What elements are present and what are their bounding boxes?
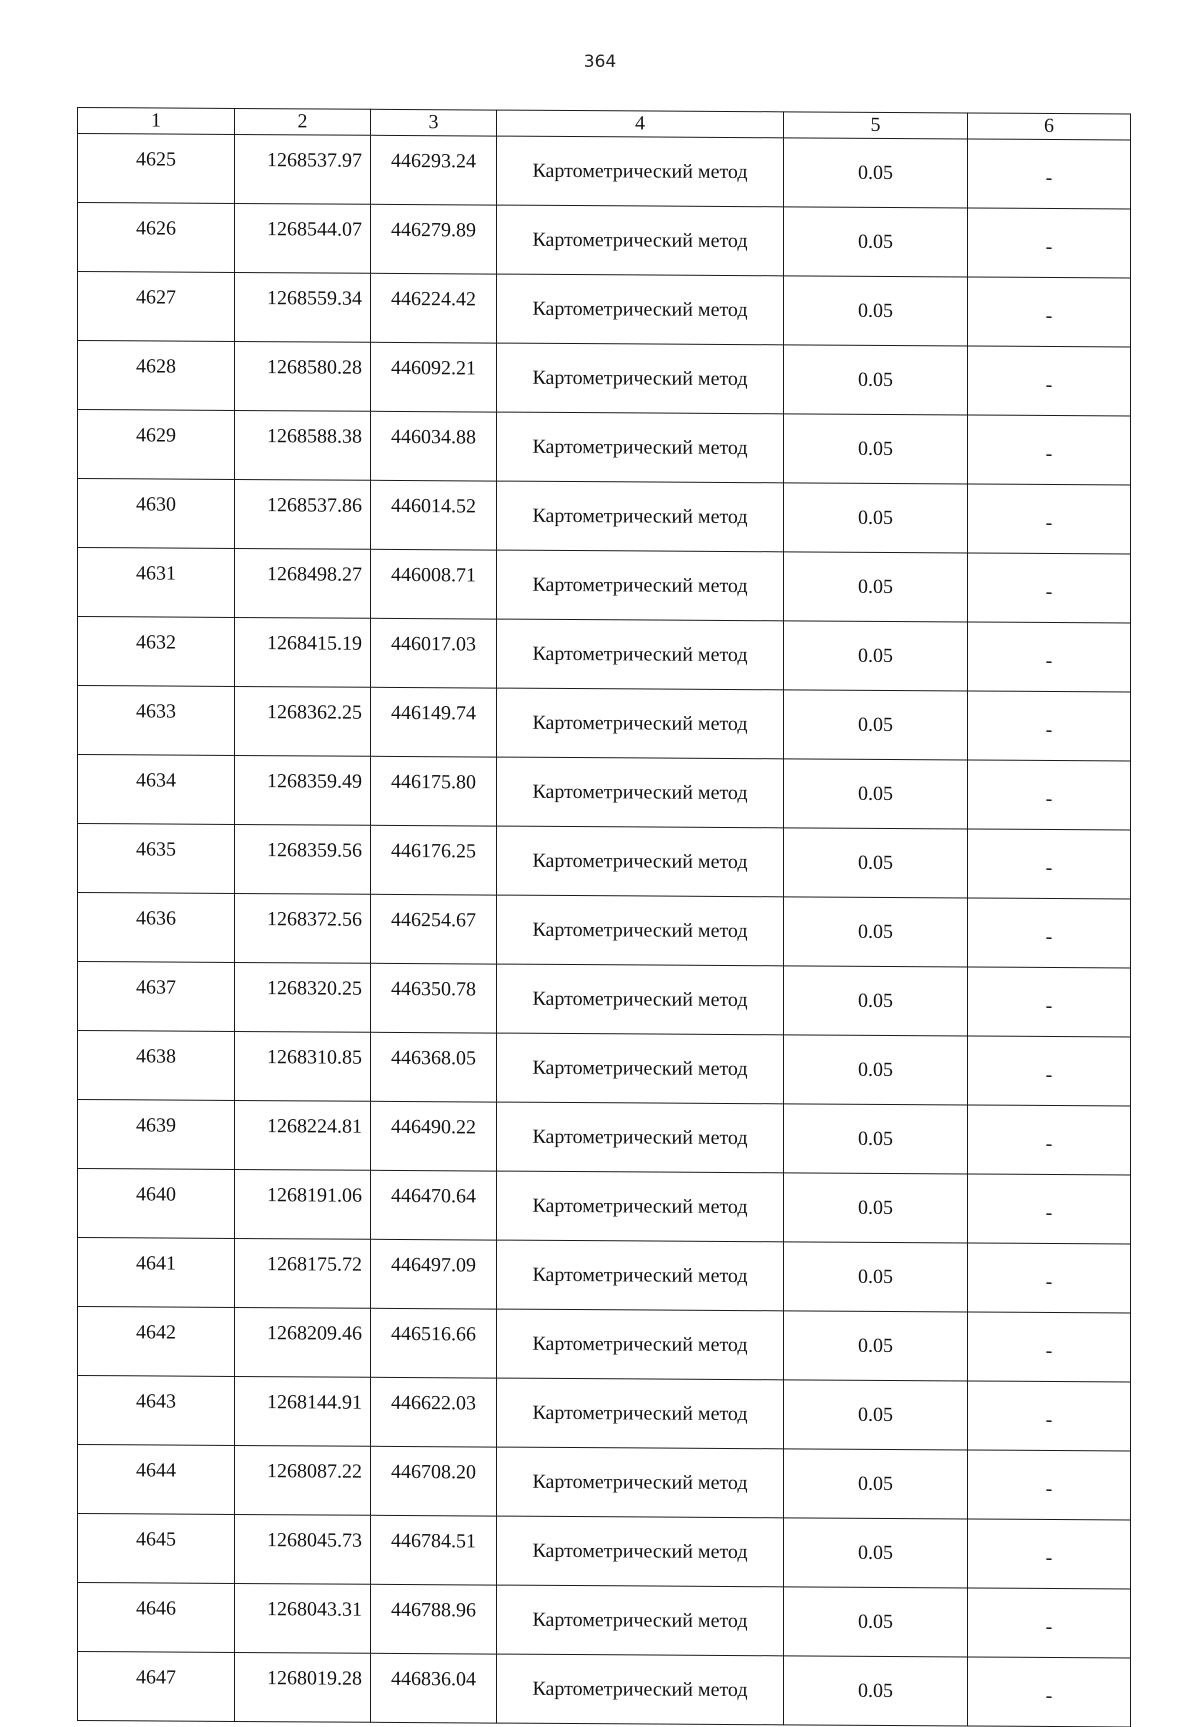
- point-number-cell: 4643: [78, 1376, 235, 1446]
- note-cell: -: [968, 760, 1131, 830]
- accuracy-cell: 0.05: [784, 1311, 968, 1381]
- note-cell: -: [968, 691, 1131, 761]
- accuracy-cell: 0.05: [784, 690, 968, 760]
- table-row: [78, 893, 1131, 968]
- table-body: [78, 134, 1131, 1727]
- coordinate-x-cell: 1268362.25: [235, 686, 371, 756]
- point-number-cell: 4639: [78, 1100, 235, 1170]
- coordinate-x-cell: 1268415.19: [235, 617, 371, 687]
- coordinate-y-cell: 446017.03: [371, 618, 497, 688]
- table-row: [78, 755, 1131, 830]
- coordinate-y-cell: 446516.66: [371, 1308, 497, 1378]
- coordinate-x-cell: 1268310.85: [235, 1031, 371, 1101]
- point-number-cell: 4634: [78, 755, 235, 825]
- method-cell: Картометрический метод: [497, 343, 784, 414]
- point-number-cell: 4635: [78, 824, 235, 894]
- coordinate-x-cell: 1268175.72: [235, 1238, 371, 1308]
- accuracy-cell: 0.05: [784, 483, 968, 553]
- accuracy-cell: 0.05: [784, 621, 968, 691]
- note-cell: -: [968, 415, 1131, 485]
- point-number-cell: 4638: [78, 1031, 235, 1101]
- point-number-cell: 4640: [78, 1169, 235, 1239]
- method-cell: Картометрический метод: [497, 1102, 784, 1173]
- coordinate-x-cell: 1268588.38: [235, 410, 371, 480]
- note-cell: -: [968, 1174, 1131, 1244]
- table-row: [78, 548, 1131, 623]
- coordinate-x-cell: 1268045.73: [235, 1514, 371, 1584]
- coordinate-y-cell: 446708.20: [371, 1446, 497, 1516]
- table-row: [78, 1583, 1131, 1658]
- point-number-cell: 4644: [78, 1445, 235, 1515]
- table-row: [78, 1307, 1131, 1382]
- table-row: [78, 1376, 1131, 1451]
- table-row: [78, 1652, 1131, 1727]
- column-header-1: 1: [78, 108, 235, 135]
- point-number-cell: 4625: [78, 134, 235, 204]
- method-cell: Картометрический метод: [497, 619, 784, 690]
- coordinate-x-cell: 1268359.56: [235, 824, 371, 894]
- point-number-cell: 4630: [78, 479, 235, 549]
- coordinate-x-cell: 1268087.22: [235, 1445, 371, 1515]
- column-header-6: 6: [968, 113, 1131, 140]
- table-row: [78, 1100, 1131, 1175]
- coordinate-y-cell: 446176.25: [371, 825, 497, 895]
- note-cell: -: [968, 622, 1131, 692]
- method-cell: Картометрический метод: [497, 1033, 784, 1104]
- coordinates-table: [77, 107, 1131, 1727]
- coordinate-y-cell: 446788.96: [371, 1584, 497, 1654]
- method-cell: Картометрический метод: [497, 205, 784, 276]
- method-cell: Картометрический метод: [497, 1378, 784, 1449]
- method-cell: Картометрический метод: [497, 1585, 784, 1656]
- accuracy-cell: 0.05: [784, 1587, 968, 1657]
- accuracy-cell: 0.05: [784, 138, 968, 208]
- accuracy-cell: 0.05: [784, 966, 968, 1036]
- note-cell: -: [968, 898, 1131, 968]
- table-row: [78, 272, 1131, 347]
- coordinate-y-cell: 446784.51: [371, 1515, 497, 1585]
- accuracy-cell: 0.05: [784, 897, 968, 967]
- table-row: [78, 1169, 1131, 1244]
- point-number-cell: 4646: [78, 1583, 235, 1653]
- coordinate-x-cell: 1268019.28: [235, 1652, 371, 1722]
- note-cell: -: [968, 553, 1131, 623]
- column-header-4: 4: [497, 110, 784, 138]
- column-header-3: 3: [371, 109, 497, 136]
- note-cell: -: [968, 1519, 1131, 1589]
- note-cell: -: [968, 208, 1131, 278]
- table-row: [78, 1031, 1131, 1106]
- table-row: [78, 1238, 1131, 1313]
- method-cell: Картометрический метод: [497, 964, 784, 1035]
- method-cell: Картометрический метод: [497, 136, 784, 207]
- coordinate-x-cell: 1268544.07: [235, 203, 371, 273]
- coordinate-y-cell: 446254.67: [371, 894, 497, 964]
- accuracy-cell: 0.05: [784, 207, 968, 277]
- point-number-cell: 4629: [78, 410, 235, 480]
- note-cell: -: [968, 139, 1131, 209]
- column-header-5: 5: [784, 112, 968, 139]
- note-cell: -: [968, 484, 1131, 554]
- page-number: 364: [583, 52, 617, 72]
- point-number-cell: 4627: [78, 272, 235, 342]
- coordinate-x-cell: 1268580.28: [235, 341, 371, 411]
- method-cell: Картометрический метод: [497, 1240, 784, 1311]
- coordinate-x-cell: 1268559.34: [235, 272, 371, 342]
- table-row: [78, 824, 1131, 899]
- method-cell: Картометрический метод: [497, 1654, 784, 1725]
- table-row: [78, 686, 1131, 761]
- note-cell: -: [968, 1243, 1131, 1313]
- table-row: [78, 1514, 1131, 1589]
- table-row: [78, 617, 1131, 692]
- point-number-cell: 4628: [78, 341, 235, 411]
- coordinate-x-cell: 1268537.86: [235, 479, 371, 549]
- point-number-cell: 4641: [78, 1238, 235, 1308]
- coordinate-y-cell: 446279.89: [371, 204, 497, 274]
- coordinate-y-cell: 446490.22: [371, 1101, 497, 1171]
- note-cell: -: [968, 1036, 1131, 1106]
- coordinate-x-cell: 1268359.49: [235, 755, 371, 825]
- coordinate-y-cell: 446014.52: [371, 480, 497, 550]
- note-cell: -: [968, 1657, 1131, 1727]
- coordinate-x-cell: 1268498.27: [235, 548, 371, 618]
- method-cell: Картометрический метод: [497, 688, 784, 759]
- point-number-cell: 4637: [78, 962, 235, 1032]
- table-row: [78, 134, 1131, 209]
- accuracy-cell: 0.05: [784, 1380, 968, 1450]
- table-row: [78, 203, 1131, 278]
- note-cell: -: [968, 1381, 1131, 1451]
- coordinate-y-cell: 446175.80: [371, 756, 497, 826]
- accuracy-cell: 0.05: [784, 1035, 968, 1105]
- method-cell: Картометрический метод: [497, 481, 784, 552]
- coordinate-y-cell: 446368.05: [371, 1032, 497, 1102]
- column-header-2: 2: [235, 108, 371, 135]
- coordinate-y-cell: 446350.78: [371, 963, 497, 1033]
- table-row: [78, 962, 1131, 1037]
- point-number-cell: 4647: [78, 1652, 235, 1722]
- method-cell: Картометрический метод: [497, 412, 784, 483]
- point-number-cell: 4636: [78, 893, 235, 963]
- accuracy-cell: 0.05: [784, 414, 968, 484]
- coordinate-x-cell: 1268209.46: [235, 1307, 371, 1377]
- coordinate-y-cell: 446149.74: [371, 687, 497, 757]
- table-row: [78, 410, 1131, 485]
- note-cell: -: [968, 829, 1131, 899]
- note-cell: -: [968, 1588, 1131, 1658]
- table-row: [78, 1445, 1131, 1520]
- coordinate-y-cell: 446470.64: [371, 1170, 497, 1240]
- point-number-cell: 4626: [78, 203, 235, 273]
- accuracy-cell: 0.05: [784, 1173, 968, 1243]
- accuracy-cell: 0.05: [784, 1242, 968, 1312]
- coordinate-x-cell: 1268043.31: [235, 1583, 371, 1653]
- accuracy-cell: 0.05: [784, 552, 968, 622]
- method-cell: Картометрический метод: [497, 757, 784, 828]
- point-number-cell: 4642: [78, 1307, 235, 1377]
- note-cell: -: [968, 346, 1131, 416]
- table-row: [78, 341, 1131, 416]
- point-number-cell: 4633: [78, 686, 235, 756]
- coordinate-y-cell: 446092.21: [371, 342, 497, 412]
- method-cell: Картометрический метод: [497, 1516, 784, 1587]
- coordinate-x-cell: 1268144.91: [235, 1376, 371, 1446]
- note-cell: -: [968, 1450, 1131, 1520]
- accuracy-cell: 0.05: [784, 1449, 968, 1519]
- coordinate-y-cell: 446034.88: [371, 411, 497, 481]
- coordinate-y-cell: 446622.03: [371, 1377, 497, 1447]
- accuracy-cell: 0.05: [784, 1104, 968, 1174]
- coordinate-y-cell: 446008.71: [371, 549, 497, 619]
- method-cell: Картометрический метод: [497, 826, 784, 897]
- method-cell: Картометрический метод: [497, 895, 784, 966]
- note-cell: -: [968, 1105, 1131, 1175]
- note-cell: -: [968, 277, 1131, 347]
- coordinate-x-cell: 1268537.97: [235, 134, 371, 204]
- point-number-cell: 4631: [78, 548, 235, 618]
- coordinate-x-cell: 1268191.06: [235, 1169, 371, 1239]
- coordinate-y-cell: 446497.09: [371, 1239, 497, 1309]
- coordinate-y-cell: 446836.04: [371, 1653, 497, 1723]
- coordinate-y-cell: 446224.42: [371, 273, 497, 343]
- method-cell: Картометрический метод: [497, 550, 784, 621]
- coordinate-x-cell: 1268372.56: [235, 893, 371, 963]
- accuracy-cell: 0.05: [784, 828, 968, 898]
- coordinate-x-cell: 1268320.25: [235, 962, 371, 1032]
- note-cell: -: [968, 967, 1131, 1037]
- method-cell: Картометрический метод: [497, 1309, 784, 1380]
- accuracy-cell: 0.05: [784, 345, 968, 415]
- table-row: [78, 479, 1131, 554]
- method-cell: Картометрический метод: [497, 274, 784, 345]
- accuracy-cell: 0.05: [784, 1518, 968, 1588]
- accuracy-cell: 0.05: [784, 759, 968, 829]
- note-cell: -: [968, 1312, 1131, 1382]
- coordinate-y-cell: 446293.24: [371, 135, 497, 205]
- method-cell: Картометрический метод: [497, 1171, 784, 1242]
- point-number-cell: 4632: [78, 617, 235, 687]
- coordinate-x-cell: 1268224.81: [235, 1100, 371, 1170]
- accuracy-cell: 0.05: [784, 276, 968, 346]
- method-cell: Картометрический метод: [497, 1447, 784, 1518]
- point-number-cell: 4645: [78, 1514, 235, 1584]
- accuracy-cell: 0.05: [784, 1656, 968, 1726]
